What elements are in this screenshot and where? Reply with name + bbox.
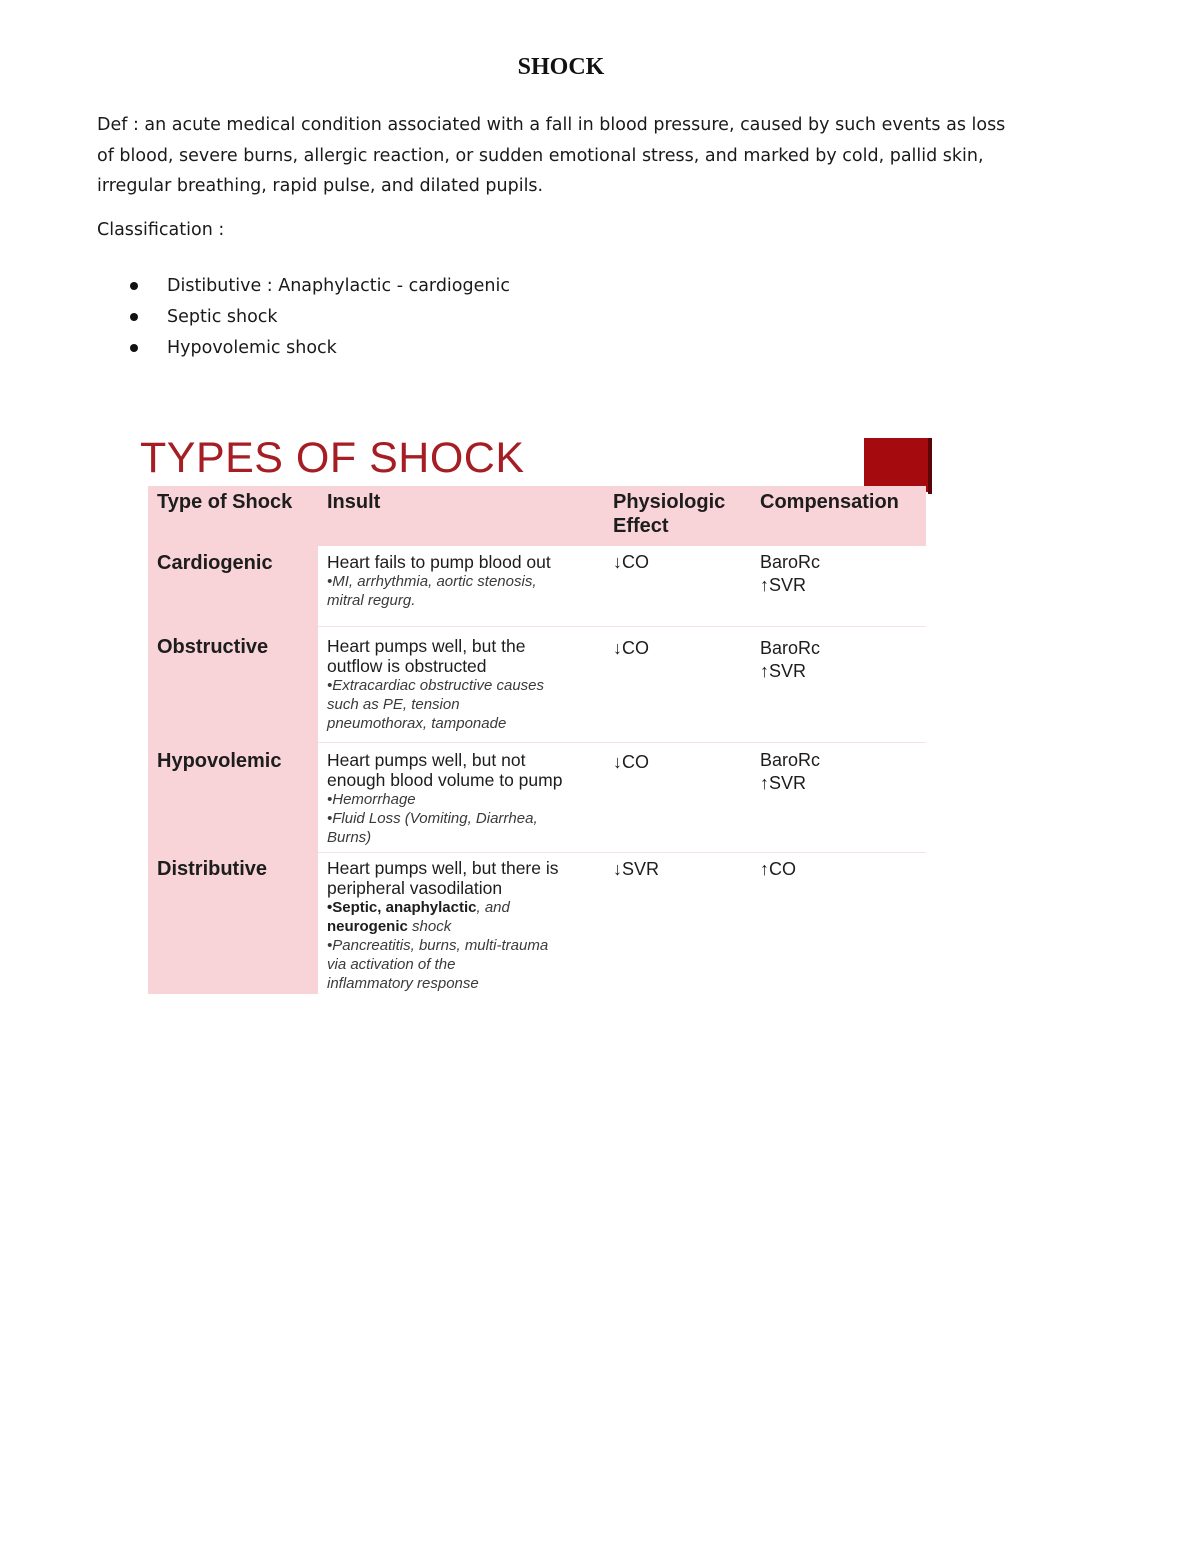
row-divider [318, 852, 926, 853]
insult-sub-line: •Hemorrhage [327, 791, 416, 808]
insult-main-line: outflow is obstructed [327, 656, 487, 676]
insult-main-line: enough blood volume to pump [327, 770, 563, 790]
insult-sub-line: via activation of the [327, 956, 456, 973]
insult-sub-line [327, 917, 607, 936]
definition-paragraph: Def : an acute medical condition associated with a fall in blood pressure, caused by such events as loss of blood, severe burns, allergic reaction, or sudden emotional stress, and marked by cold, pallid skin, irregular breathing, rapid pulse, and dilated pupils. [97, 115, 1006, 196]
insult-sub-line: pneumothorax, tamponade [327, 715, 507, 732]
compensation-line: BaroRc [760, 750, 821, 770]
effect-cell: ↓CO [613, 552, 649, 572]
compensation-cell [760, 551, 820, 597]
insult-main-line: Heart pumps well, but not [327, 750, 526, 770]
bullet-icon [130, 313, 138, 321]
insult-main-line: peripheral vasodilation [327, 878, 503, 898]
row-type-distributive: Distributive [157, 858, 268, 880]
insult-sub-line: such as PE, tension [327, 696, 460, 713]
compensation-cell [760, 858, 796, 881]
list-item-text: Hypovolemic shock [167, 338, 337, 358]
header-effect-line: Physiologic [613, 491, 726, 513]
insult-bold-text: neurogenic [327, 918, 408, 935]
classification-label: Classification : [97, 220, 225, 240]
list-item-text: Septic shock [167, 307, 278, 327]
header-type-of-shock: Type of Shock [157, 491, 293, 513]
insult-sub-line [327, 898, 607, 917]
compensation-cell [760, 749, 820, 795]
header-effect-line: Effect [613, 515, 669, 537]
insult-sub-line: Burns) [327, 829, 372, 846]
compensation-cell [760, 637, 820, 683]
insult-sub-line: mitral regurg. [327, 592, 416, 609]
row-type-cardiogenic: Cardiogenic [157, 552, 273, 574]
decorative-square-shadow [928, 438, 932, 494]
document-title: SHOCK [517, 54, 605, 80]
bullet-icon [130, 344, 138, 352]
list-item-text: Distibutive : Anaphylactic - cardiogenic [167, 276, 510, 296]
compensation-line: ↑SVR [760, 773, 807, 793]
types-of-shock-figure [140, 430, 940, 1000]
insult-plain-text: shock [407, 918, 452, 935]
insult-cell [327, 750, 607, 847]
effect-cell: ↓CO [613, 752, 649, 772]
compensation-line: BaroRc [760, 638, 821, 658]
row-divider [318, 626, 926, 627]
insult-sub-line: •Extracardiac obstructive causes [327, 677, 545, 694]
header-compensation: Compensation [760, 491, 899, 513]
compensation-line: ↑SVR [760, 661, 807, 681]
compensation-line: ↑CO [760, 859, 796, 879]
bullet-icon [130, 282, 138, 290]
insult-sub-line: •Fluid Loss (Vomiting, Diarrhea, [327, 810, 538, 827]
figure-title: TYPES OF SHOCK [140, 434, 525, 482]
insult-main-line: Heart pumps well, but the [327, 636, 526, 656]
header-physiologic-effect [613, 490, 725, 538]
insult-bold-text: •Septic, anaphylactic [327, 899, 477, 916]
insult-main-line: Heart pumps well, but there is [327, 858, 559, 878]
insult-cell [327, 636, 607, 733]
row-divider [318, 742, 926, 743]
insult-cell [327, 858, 607, 993]
insult-cell [327, 552, 607, 610]
insult-sub-line: inflammatory response [327, 975, 479, 992]
row-type-hypovolemic: Hypovolemic [157, 750, 282, 772]
compensation-line: ↑SVR [760, 575, 807, 595]
insult-main-line: Heart fails to pump blood out [327, 552, 551, 572]
insult-plain-text: , and [476, 899, 510, 916]
decorative-square [864, 438, 932, 492]
compensation-line: BaroRc [760, 552, 821, 572]
header-insult: Insult [327, 491, 381, 513]
effect-cell: ↓SVR [613, 859, 660, 879]
effect-cell: ↓CO [613, 638, 649, 658]
row-type-obstructive: Obstructive [157, 636, 269, 658]
insult-sub-line: •Pancreatitis, burns, multi-trauma [327, 937, 549, 954]
insult-sub-line: •MI, arrhythmia, aortic stenosis, [327, 573, 537, 590]
